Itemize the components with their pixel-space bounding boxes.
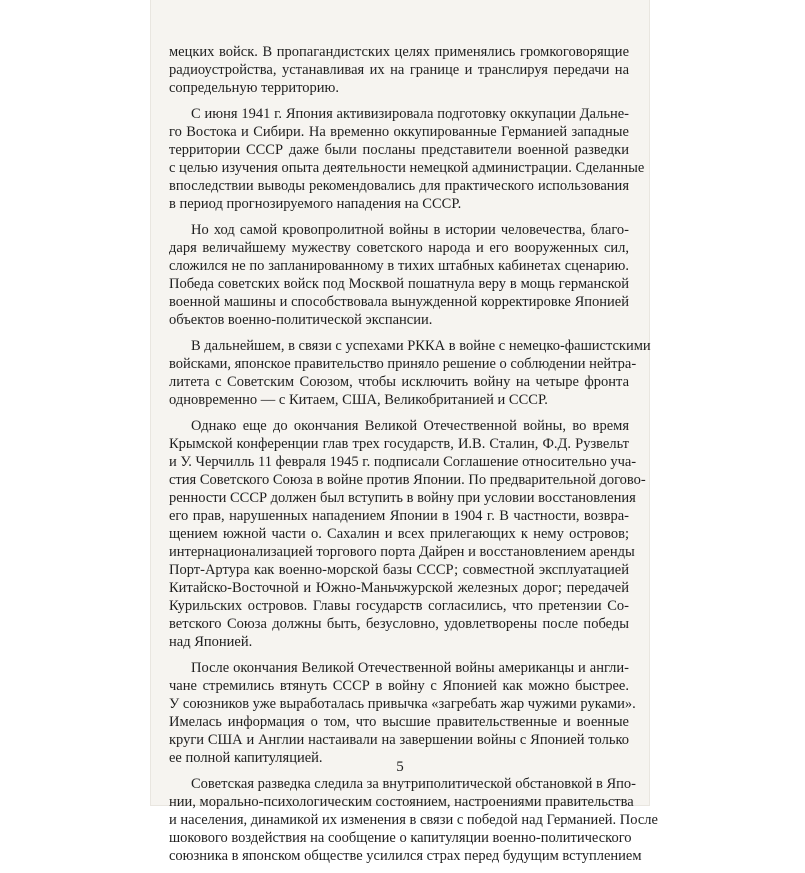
text-line: с целью изучения опыта деятельности немецкой администрации. Сделанные <box>169 160 645 176</box>
text-line: его прав, нарушенных нападением Японии в 1904 г. В частности, возвра- <box>169 508 629 524</box>
text-line: впоследствии выводы рекомендовались для практического использования <box>169 178 629 194</box>
text-line: над Японией. <box>169 634 253 650</box>
paragraph-3 <box>169 221 629 329</box>
text-line: территории СССР даже были посланы представители военной разведки <box>169 142 629 158</box>
text-line: объектов военно-политической экспансии. <box>169 312 433 328</box>
text-line: Имелась информация о том, что высшие правительственные и военные <box>169 714 629 730</box>
text-line: сопредельную территорию. <box>169 80 339 96</box>
text-line: одновременно — с Китаем, США, Великобританией и СССР. <box>169 392 548 408</box>
text-line: литета с Советским Союзом, чтобы исключить войну на четыре фронта <box>169 374 629 390</box>
text-line: и У. Черчилль 11 февраля 1945 г. подписали Соглашение относительно уча- <box>169 454 637 470</box>
text-line: Но ход самой кровопролитной войны в истории человечества, благо- <box>191 222 629 238</box>
text-line: ренности СССР должен был вступить в войну при условии восстановления <box>169 490 636 506</box>
text-line: Крымской конференции глав трех государств, И.В. Сталин, Ф.Д. Рузвельт <box>169 436 629 452</box>
text-line: ветского Союза должны быть, безусловно, удовлетворены после победы <box>169 616 629 632</box>
text-line: У союзников уже выработалась привычка «загребать жар чужими руками». <box>169 696 636 712</box>
text-line: В дальнейшем, в связи с успехами РККА в войне с немецко-фашистскими <box>191 338 651 354</box>
text-line: интернационализацией торгового порта Дайрен и восстановлением аренды <box>169 544 635 560</box>
text-line: Курильских островов. Главы государств согласились, что претензии Со- <box>169 598 629 614</box>
text-line: щением южной части о. Сахалин и всех прилегающих к нему островов; <box>169 526 629 542</box>
body-text <box>169 43 658 873</box>
text-line: радиоустройства, устанавливая их на границе и транслируя передачи на <box>169 62 629 78</box>
paragraph-4 <box>169 337 651 409</box>
text-line: го Востока и Сибири. На временно оккупированные Германией западные <box>169 124 629 140</box>
text-line: После окончания Великой Отечественной войны американцы и англи- <box>191 660 629 676</box>
paragraph-1 <box>169 43 629 97</box>
text-line: нии, морально-психологическим состоянием, настроениями правительства <box>169 794 634 810</box>
text-line: С июня 1941 г. Япония активизировала подготовку оккупации Дальне- <box>191 106 629 122</box>
text-line: мецких войск. В пропагандистских целях применялись громкоговорящие <box>169 44 629 60</box>
text-line: союзника в японском обществе усилился страх перед будущим вступлением <box>169 848 642 864</box>
paragraph-5 <box>169 417 646 651</box>
text-line: в период прогнозируемого нападения на СССР. <box>169 196 462 212</box>
text-line: Победа советских войск под Москвой пошатнула веру в мощь германской <box>169 276 629 292</box>
text-line: ее полной капитуляцией. <box>169 750 323 766</box>
text-line: и населения, динамикой их изменения в связи с победой над Германией. После <box>169 812 658 828</box>
paragraph-7 <box>169 775 658 865</box>
text-line: чане стремились втянуть СССР в войну с Японией как можно быстрее. <box>169 678 629 694</box>
text-line: круги США и Англии настаивали на завершении войны с Японией только <box>169 732 629 748</box>
text-line: стия Советского Союза в войне против Японии. По предварительной догово- <box>169 472 646 488</box>
text-line: Однако еще до окончания Великой Отечественной войны, во время <box>191 418 629 434</box>
text-line: Порт-Артура как военно-морской базы СССР; совместной эксплуатацией <box>169 562 629 578</box>
text-line: даря величайшему мужеству советского народа и его вооруженных сил, <box>169 240 629 256</box>
text-line: Советская разведка следила за внутриполитической обстановкой в Япо- <box>191 776 636 792</box>
text-line: сложился не по запланированному в тихих штабных кабинетах сценарию. <box>169 258 629 274</box>
text-line: шокового воздействия на сообщение о капитуляции военно-политического <box>169 830 632 846</box>
paragraph-6 <box>169 659 636 767</box>
paragraph-2 <box>169 105 645 213</box>
page-number: 5 <box>396 759 404 775</box>
text-line: военной машины и способствовала вынужденной корректировке Японией <box>169 294 629 310</box>
book-page <box>151 0 658 864</box>
text-line: Китайско-Восточной и Южно-Маньчжурской железных дорог; передачей <box>169 580 629 596</box>
text-line: войсками, японское правительство приняло решение о соблюдении нейтра- <box>169 356 637 372</box>
